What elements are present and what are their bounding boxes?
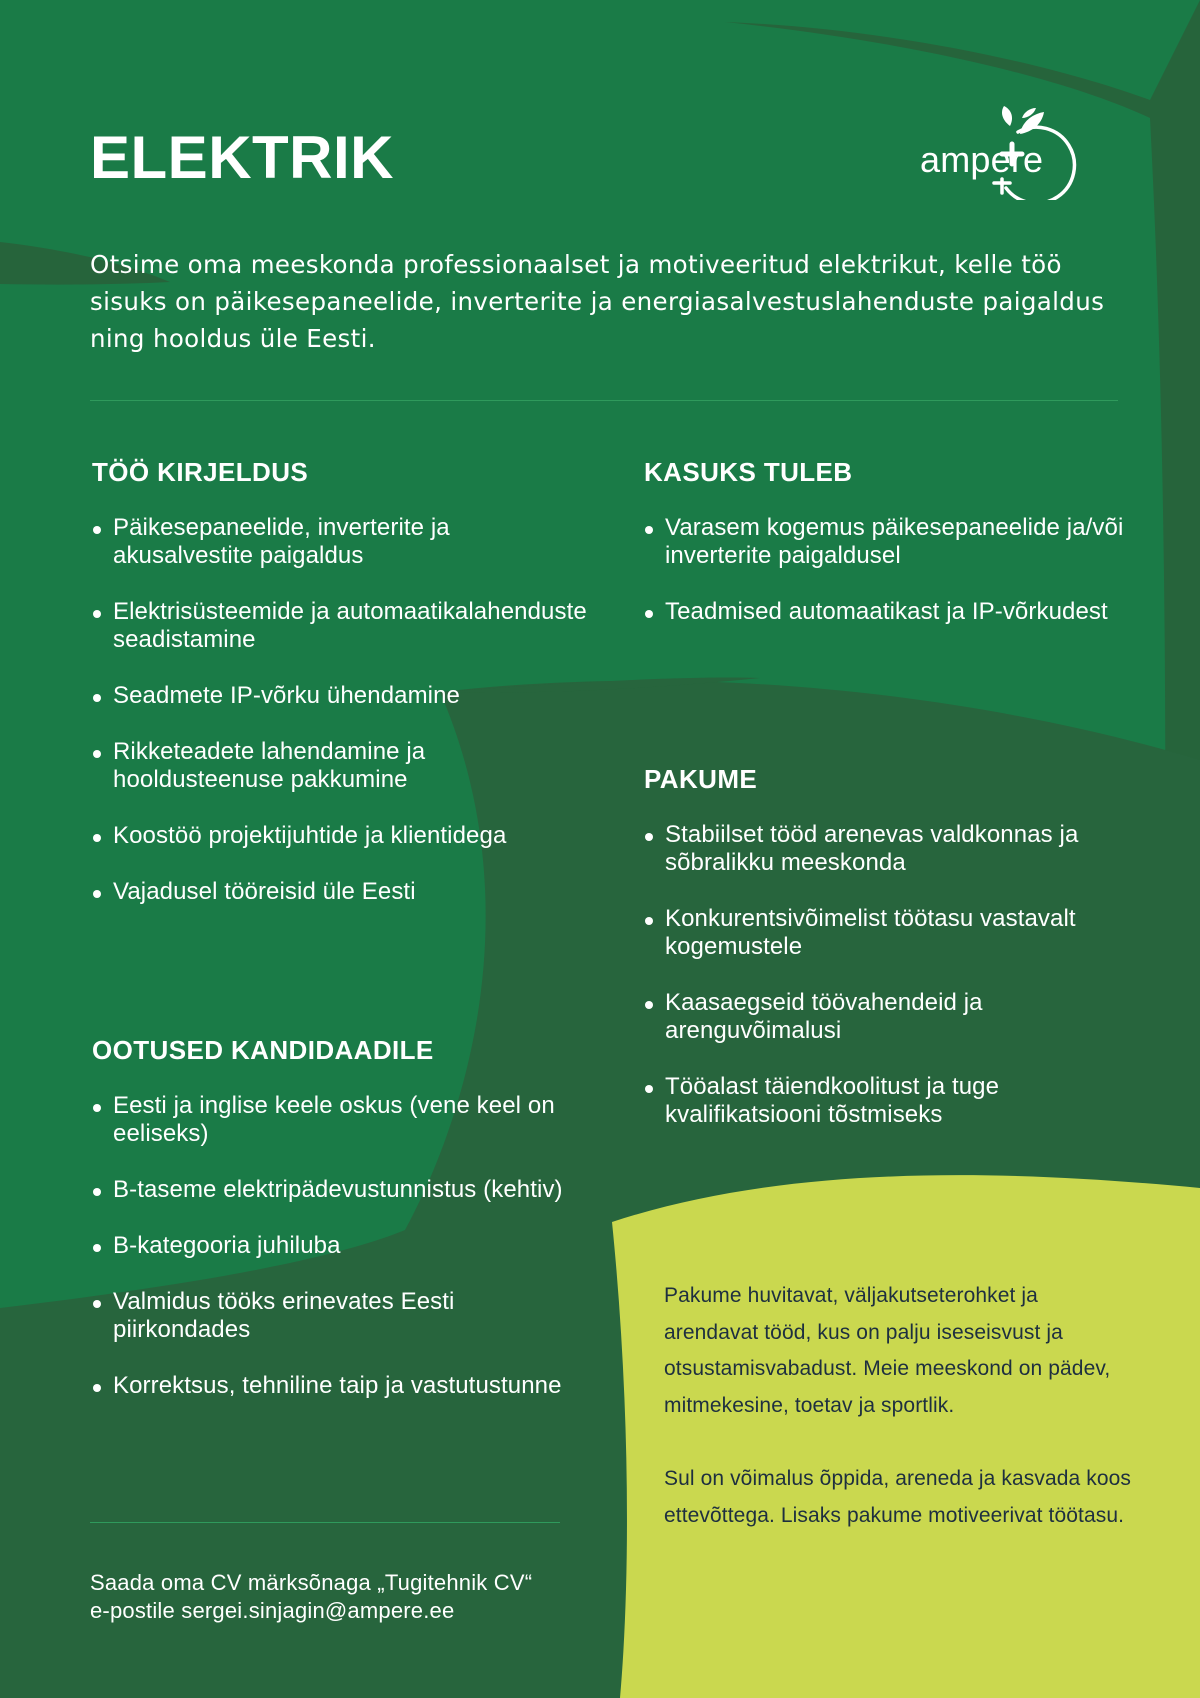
list-item: Vajadusel tööreisid üle Eesti	[92, 878, 592, 906]
list-item: Rikketeadete lahendamine ja hooldusteenuse pakkumine	[92, 738, 592, 794]
list-item: Koostöö projektijuhtide ja klientidega	[92, 822, 592, 850]
divider-bottom	[90, 1522, 560, 1523]
list-item: Korrektsus, tehniline taip ja vastutustunne	[92, 1372, 592, 1400]
section-advantages	[644, 456, 1154, 626]
section-title-job-description: TÖÖ KIRJELDUS	[92, 457, 309, 487]
section-title-advantages: KASUKS TULEB	[644, 457, 853, 487]
list-item: Kaasaegseid töövahendeid ja arenguvõimalusi	[644, 989, 1154, 1045]
list-item: Valmidus tööks erinevates Eesti piirkondades	[92, 1288, 592, 1344]
cta-line-keyword: Saada oma CV märksõnaga „Tugitehnik CV“	[90, 1570, 533, 1595]
list-item: Päikesepaneelide, inverterite ja akusalvestite paigaldus	[92, 514, 592, 570]
logo-wordmark: ampere	[920, 139, 1044, 180]
ampere-logo	[920, 104, 1120, 200]
list-item: Konkurentsivõimelist töötasu vastavalt kogemustele	[644, 905, 1154, 961]
intro-text: Otsime oma meeskonda professionaalset ja motiveeritud elektrikut, kelle töö sisuks on päikesepaneelide, inverterite ja energiasalvestuslahenduste paigaldus ning hooldus üle Eesti.	[90, 250, 1105, 353]
list-item: Elektrisüsteemide ja automaatikalahenduste seadistamine	[92, 598, 592, 654]
list-item: Seadmete IP-võrku ühendamine	[92, 682, 592, 710]
section-title-candidate-expectations: OOTUSED KANDIDAADILE	[92, 1035, 434, 1065]
list-item: Teadmised automaatikast ja IP-võrkudest	[644, 598, 1154, 626]
page-title: ELEKTRIK	[90, 124, 394, 191]
list-item: Stabiilset tööd arenevas valdkonnas ja sõbralikku meeskonda	[644, 821, 1154, 877]
job-description-list	[92, 514, 592, 906]
advantages-list	[644, 514, 1154, 626]
list-item: Eesti ja inglise keele oskus (vene keel on eeliseks)	[92, 1092, 592, 1148]
section-candidate-expectations	[92, 1034, 592, 1400]
application-instructions	[90, 1569, 610, 1625]
cta-line-email[interactable]: e-postile sergei.sinjagin@ampere.ee	[90, 1598, 455, 1623]
offer-box	[664, 1278, 1134, 1534]
list-item: Tööalast täiendkoolitust ja tuge kvalifikatsiooni tõstmiseks	[644, 1073, 1154, 1129]
we-offer-list	[644, 821, 1154, 1129]
section-job-description	[92, 456, 592, 906]
list-item: B-taseme elektripädevustunnistus (kehtiv)	[92, 1176, 592, 1204]
offer-paragraph-1: Pakume huvitavat, väljakutseterohket ja arendavat tööd, kus on palju iseseisvust ja otsustamisvabadust. Meie meeskond on pädev, mitmekesine, toetav ja sportlik.	[664, 1284, 1111, 1417]
list-item: B-kategooria juhiluba	[92, 1232, 592, 1260]
leaf-plug-plus-icon	[920, 104, 1120, 200]
list-item: Varasem kogemus päikesepaneelide ja/või inverterite paigaldusel	[644, 514, 1154, 570]
divider-top	[90, 400, 1118, 401]
section-title-we-offer: PAKUME	[644, 764, 758, 794]
offer-paragraph-2: Sul on võimalus õppida, areneda ja kasvada koos ettevõttega. Lisaks pakume motiveerivat töötasu.	[664, 1467, 1131, 1527]
candidate-expectations-list	[92, 1092, 592, 1400]
section-we-offer	[644, 763, 1154, 1129]
